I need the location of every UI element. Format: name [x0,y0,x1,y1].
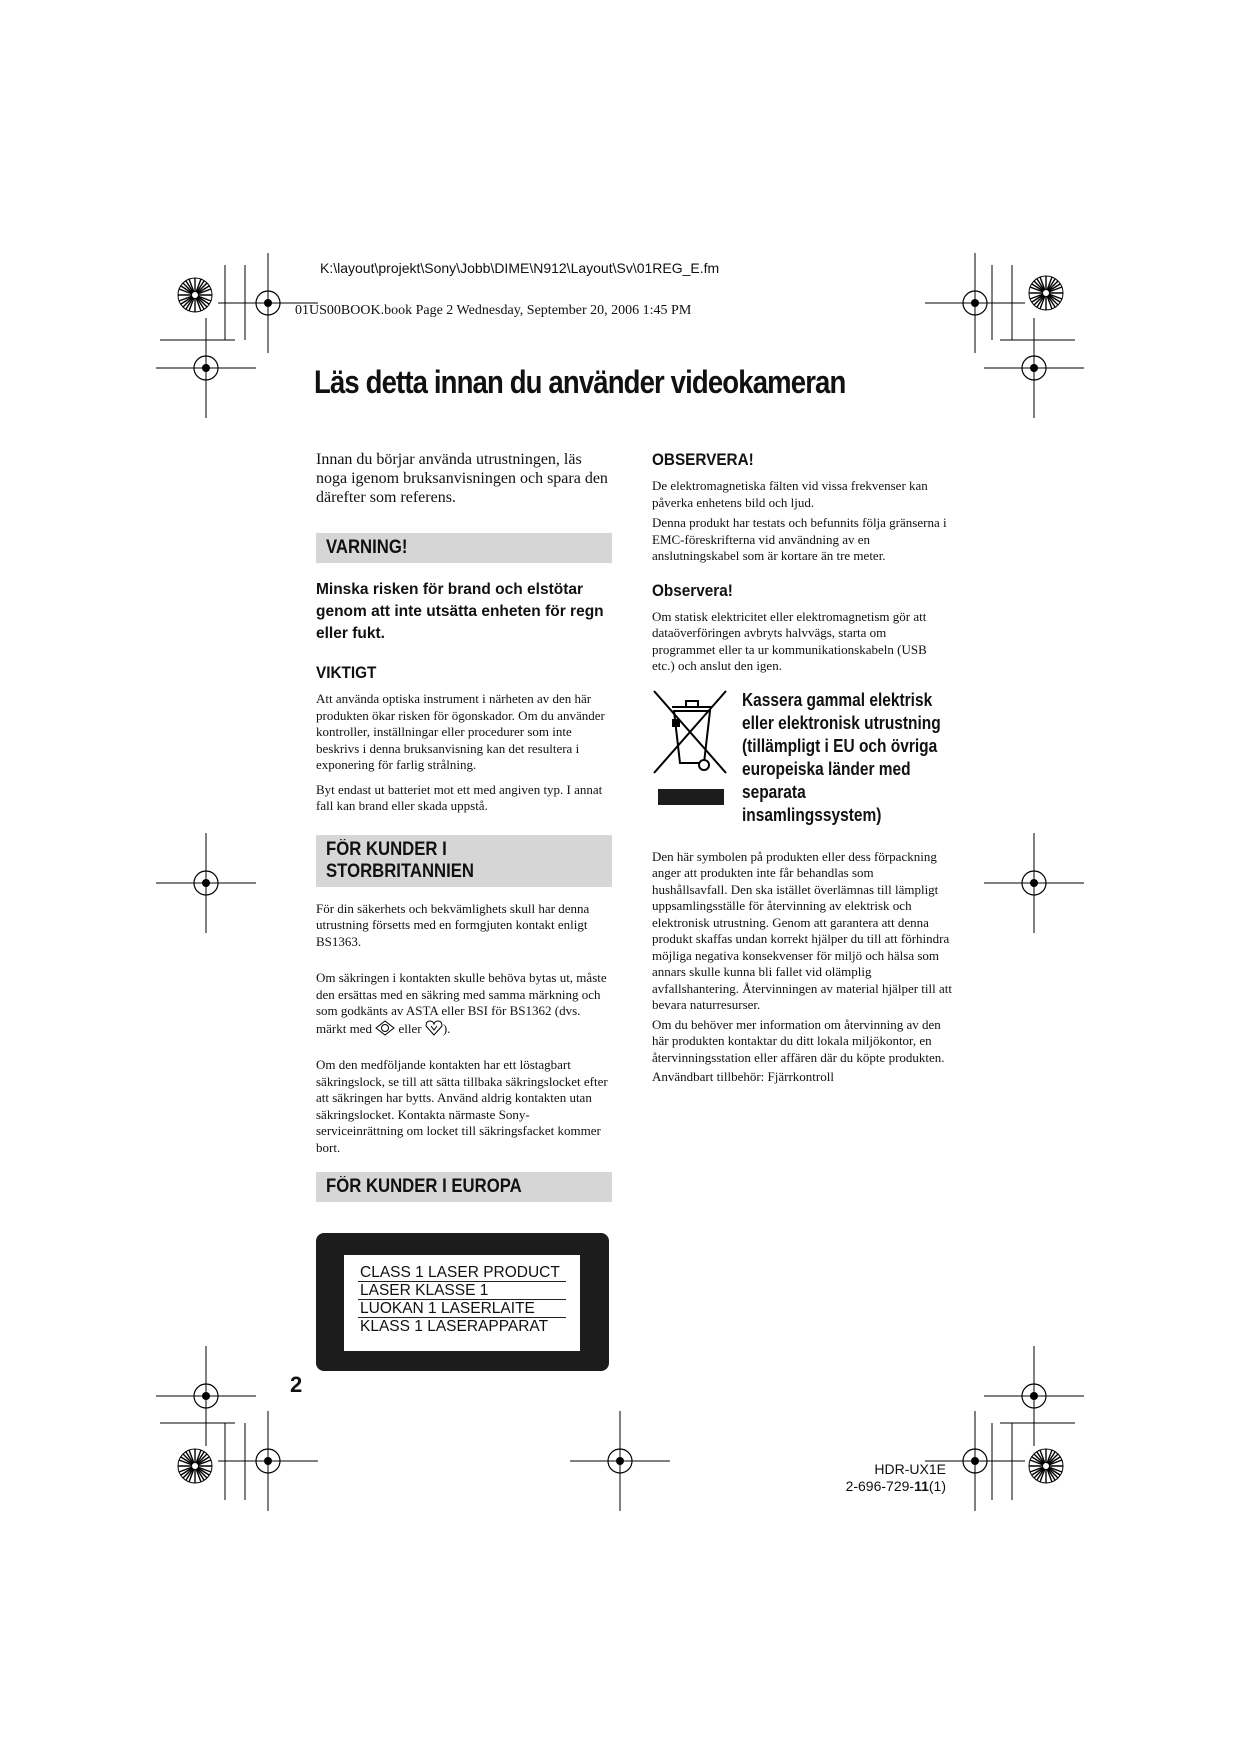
laser-label-line: LUOKAN 1 LASERLAITE [358,1300,566,1318]
accessory-text: Användbart tillbehör: Fjärrkontroll [652,1069,834,1084]
book-info-line: 01US00BOOK.book Page 2 Wednesday, September 20, 2006 1:45 PM [295,303,692,318]
intro-text: Innan du börjar använda utrustningen, läs noga igenom bruksanvisningen och spara den därefter som referens. [316,451,608,506]
laser-label-line: LASER KLASSE 1 [358,1282,566,1300]
observera-heading: OBSERVERA! [652,450,754,469]
weee-heading: Kassera gammal elektrisk eller elektronisk utrustning (tillämpligt i EU och övriga europeiska länder med separata insamlingssystem) [742,689,941,825]
model-number: HDR-UX1E [874,1461,946,1477]
file-path: K:\layout\projekt\Sony\Jobb\DIME\N912\Layout\Sv\01REG_E.fm [320,260,720,276]
laser-label-line: CLASS 1 LASER PRODUCT [358,1264,566,1282]
page-title: Läs detta innan du använder videokameran [314,364,846,400]
bsi-kitemark-icon [425,1020,443,1036]
weee-paragraph-2: Om du behöver mer information om återvinning av den här produkten kontaktar du ditt lokala miljökontor, en återvinningsstation eller affären där du köpte produkten. [652,1016,945,1065]
observera-heading-2: Observera! [652,580,733,600]
observera-paragraph-3: Om statisk elektricitet eller elektromagnetism gör att dataöverföringen avbryts halvvägs, starta om programmet eller ta ur kommunikationskabeln (USB etc.) och anslut den igen. [652,608,927,673]
warning-text: Minska risken för brand och elstötar genom att inte utsätta enheten för regn eller fukt. [316,581,604,642]
crossed-bin-icon [652,689,732,809]
important-paragraph-2: Byt endast ut batteriet mot ett med angiven typ. I annat fall kan brand eller skada uppstå. [316,781,603,813]
uk-paragraph-2: Om säkringen i kontakten skulle behöva bytas ut, måste den ersättas med en säkring med samma märkning och som godkänts av ASTA eller BSI för BS1362 (dvs. märkt med eller ). [316,970,607,1036]
important-heading: VIKTIGT [316,663,377,682]
important-paragraph-1: Att använda optiska instrument i närheten av den här produkten ökar risken för ögonskador. Om du använder kontroller, inställningar eller procedurer som inte beskrivs i denna bruksanvisning kan det resultera i exponering för farlig strålning. [316,691,605,772]
uk-heading: FÖR KUNDER I STORBRITANNIEN [316,835,612,887]
laser-warning-label [316,1233,609,1371]
right-column [652,450,952,1094]
model-info [846,1461,946,1495]
weee-paragraph-1: Den här symbolen på produkten eller dess förpackning anger att produkten inte får behandlas som hushållsavfall. Den ska istället överlämnas till lämpligt uppsamlingsställe för återvinning av elektrisk och elektronisk utrustning. Genom att garantera att denna produkt skaffas undan korrekt hjälper du till att förhindra möjliga negativa konsekvenser för miljö och hälsa som annars skulle kunna bli fallet vid olämplig avfallshantering. Återvinningen av material hjälper till att bevara naturresurser. [652,848,952,1012]
asta-mark-icon [375,1020,395,1036]
observera-paragraph-1: De elektromagnetiska fälten vid vissa frekvenser kan påverka enhetens bild och ljud. [652,478,928,510]
uk-paragraph-1: För din säkerhets och bekvämlighets skull har denna utrustning försetts med en formgjuten kontakt enligt BS1363. [316,900,590,949]
observera-paragraph-2: Denna produkt har testats och befunnits följa gränserna i EMC-föreskrifterna vid användning av en anslutningskabel som är kortare än tre meter. [652,515,947,563]
page-number: 2 [290,1372,303,1397]
warning-heading: VARNING! [316,533,612,563]
left-column [316,450,612,1202]
europe-heading: FÖR KUNDER I EUROPA [316,1172,612,1202]
laser-label-line: KLASS 1 LASERAPPARAT [360,1318,549,1335]
uk-paragraph-3: Om den medföljande kontakten har ett löstagbart säkringslock, se till att sätta tillbaka säkringslocket efter att säkringen har bytts. Använd aldrig kontakten utan säkringslocket. Kontakta närmaste Sony-serviceinrättning om locket till säkringsfacket kommer bort. [316,1057,608,1155]
part-number: 2-696-729-11(1) [845,1478,946,1494]
weee-section [652,689,952,849]
